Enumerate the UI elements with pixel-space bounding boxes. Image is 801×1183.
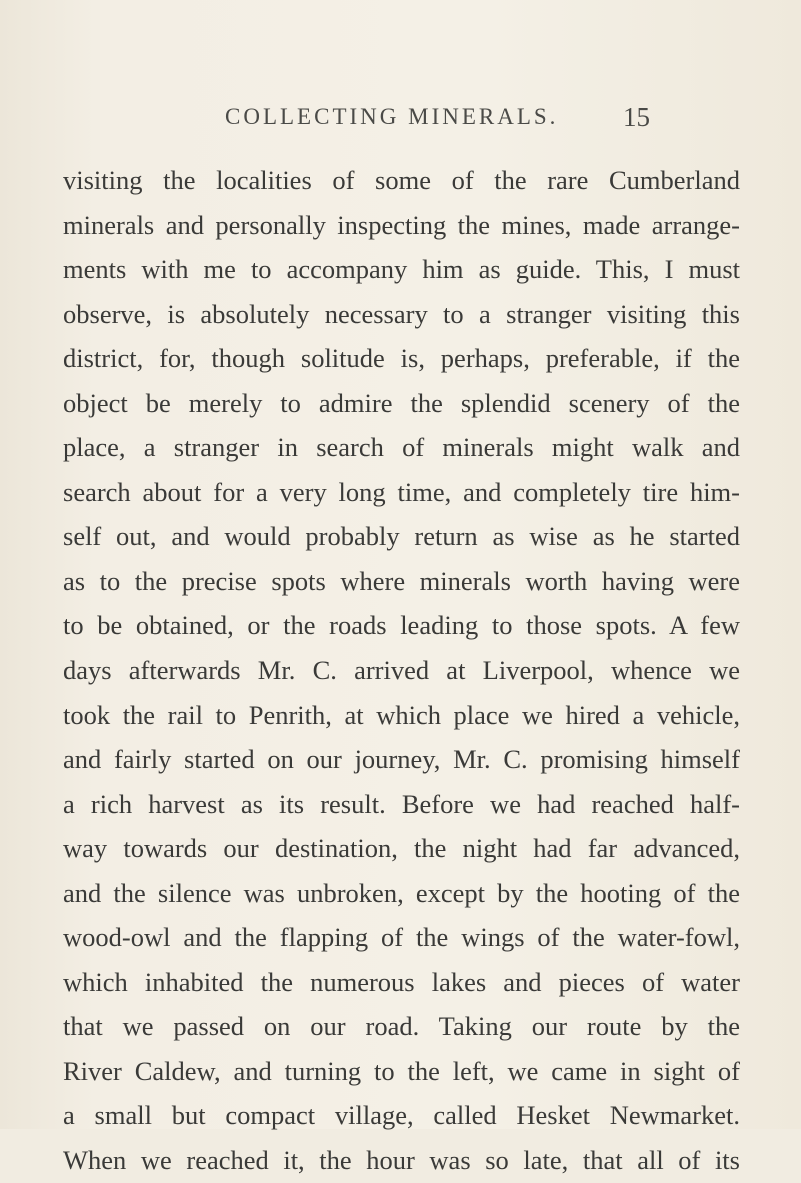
- text-line: as to the precise spots where minerals worth having were: [63, 565, 740, 596]
- text-line: district, for, though solitude is, perhaps, preferable, if the: [63, 343, 740, 374]
- text-line: observe, is absolutely necessary to a stranger visiting this: [63, 298, 740, 329]
- text-line: wood-owl and the flapping of the wings of the water-fowl,: [63, 922, 740, 953]
- text-line: and fairly started on our journey, Mr. C. promising himself: [63, 744, 740, 775]
- text-line: days afterwards Mr. C. arrived at Liverpool, whence we: [63, 655, 740, 686]
- text-line: visiting the localities of some of the rare Cumberland: [63, 165, 740, 195]
- text-line: to be obtained, or the roads leading to those spots. A few: [63, 610, 740, 641]
- text-line: way towards our destination, the night had far advanced,: [63, 833, 740, 864]
- text-line: self out, and would probably return as wise as he started: [63, 521, 740, 552]
- text-line: search about for a very long time, and completely tire him-: [63, 476, 740, 507]
- text-line: which inhabited the numerous lakes and pieces of water: [63, 966, 740, 997]
- text-line: and the silence was unbroken, except by the hooting of the: [63, 877, 740, 908]
- text-line: a rich harvest as its result. Before we had reached half-: [63, 788, 740, 819]
- text-line: When we reached it, the hour was so late, that all of its: [63, 1145, 740, 1176]
- running-head-title: COLLECTING MINERALS.: [225, 104, 559, 129]
- text-line: minerals and personally inspecting the mines, made arrange-: [63, 209, 740, 240]
- body-text: [63, 158, 740, 1183]
- text-line: object be merely to admire the splendid scenery of the: [63, 387, 740, 418]
- running-head: [225, 104, 685, 134]
- text-line: River Caldew, and turning to the left, we came in sight of: [63, 1055, 740, 1086]
- text-line: a small but compact village, called Hesket Newmarket.: [63, 1100, 740, 1131]
- text-line: place, a stranger in search of minerals might walk and: [63, 432, 740, 463]
- text-line: took the rail to Penrith, at which place we hired a vehicle,: [63, 699, 740, 730]
- text-line: that we passed on our road. Taking our route by the: [63, 1011, 740, 1042]
- text-line: ments with me to accompany him as guide. This, I must: [63, 254, 740, 285]
- page-number: 15: [623, 102, 650, 132]
